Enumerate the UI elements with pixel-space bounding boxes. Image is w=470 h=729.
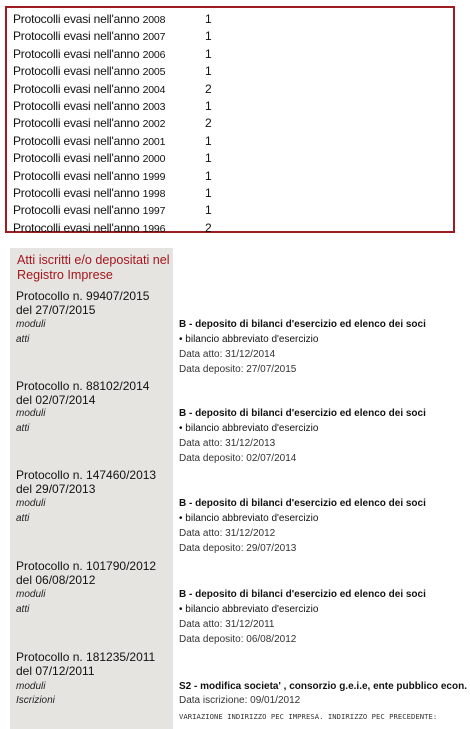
atti-key: atti — [16, 423, 30, 434]
year-value: 1999 — [142, 170, 166, 183]
protocol-number: Protocollo n. 147460/2013 — [16, 468, 157, 482]
data-atto: Data atto: 31/12/2013 — [179, 438, 276, 449]
year-value: 2002 — [142, 118, 166, 131]
atti-key: atti — [16, 334, 30, 345]
data-deposito: Data deposito: 06/08/2012 — [179, 634, 297, 645]
year-row-label: Protocolli evasi nell'anno — [13, 98, 140, 113]
atti-key: atti — [16, 604, 30, 615]
data-atto: Data atto: 31/12/2012 — [179, 528, 276, 539]
year-value: 1997 — [142, 205, 166, 218]
data-deposito: Data deposito: 27/07/2015 — [179, 364, 297, 375]
year-count: 1 — [205, 29, 212, 44]
moduli-value: B - deposito di bilanci d'esercizio ed elenco dei soci — [179, 498, 426, 509]
year-count: 1 — [205, 203, 212, 218]
moduli-value: S2 - modifica societa' , consorzio g.e.i.e, ente pubblico econ. — [179, 681, 467, 692]
data-deposito: Data deposito: 29/07/2013 — [179, 543, 297, 554]
year-row — [7, 46, 453, 63]
atti-key: atti — [16, 513, 30, 524]
year-row-label: Protocolli evasi nell'anno — [13, 168, 140, 183]
iscrizione-note: VARIAZIONE INDIRIZZO PEC IMPRESA. INDIRIZZO PEC PRECEDENTE: — [179, 712, 438, 721]
year-row-label: Protocolli evasi nell'anno — [13, 203, 140, 218]
year-row — [7, 28, 453, 45]
moduli-key: moduli — [16, 319, 46, 330]
protocol-date: del 27/07/2015 — [16, 303, 96, 317]
year-row-label: Protocolli evasi nell'anno — [13, 12, 140, 26]
iscrizioni-key: Iscrizioni — [16, 695, 55, 706]
data-iscrizione: Data iscrizione: 09/01/2012 — [179, 695, 301, 706]
moduli-value: B - deposito di bilanci d'esercizio ed elenco dei soci — [179, 408, 426, 419]
year-count: 2 — [205, 220, 212, 235]
year-count: 1 — [205, 64, 212, 79]
year-row — [7, 220, 453, 237]
year-row-label: Protocolli evasi nell'anno — [13, 220, 140, 235]
year-value: 1998 — [142, 187, 166, 200]
year-row-label: Protocolli evasi nell'anno — [13, 133, 140, 148]
year-value: 2003 — [142, 100, 166, 113]
moduli-key: moduli — [16, 681, 46, 692]
year-count: 1 — [205, 168, 212, 183]
moduli-key: moduli — [16, 498, 46, 509]
year-row-label: Protocolli evasi nell'anno — [13, 81, 140, 96]
protocol-number: Protocollo n. 101790/2012 — [16, 559, 157, 573]
registro-imprese-section — [10, 248, 470, 729]
year-row-label: Protocolli evasi nell'anno — [13, 151, 140, 166]
protocol-date: del 29/07/2013 — [16, 482, 96, 496]
year-row — [7, 202, 453, 219]
year-count: 1 — [205, 46, 212, 61]
atti-value: • bilancio abbreviato d'esercizio — [179, 423, 319, 434]
year-count: 1 — [205, 151, 212, 166]
year-value: 2000 — [142, 153, 166, 166]
atti-value: • bilancio abbreviato d'esercizio — [179, 604, 319, 615]
year-row — [7, 81, 453, 98]
atti-value: • bilancio abbreviato d'esercizio — [179, 513, 319, 524]
data-atto: Data atto: 31/12/2011 — [179, 619, 275, 630]
protocol-date: del 06/08/2012 — [16, 573, 96, 587]
year-value: 2001 — [142, 135, 166, 148]
year-row-label: Protocolli evasi nell'anno — [13, 29, 140, 44]
year-count: 2 — [205, 116, 212, 131]
year-value: 1996 — [142, 222, 166, 235]
data-atto: Data atto: 31/12/2014 — [179, 349, 276, 360]
protocol-number: Protocollo n. 88102/2014 — [16, 379, 150, 393]
year-row — [7, 150, 453, 167]
year-value: 2006 — [142, 48, 166, 61]
year-count: 1 — [205, 98, 212, 113]
year-row-label: Protocolli evasi nell'anno — [13, 46, 140, 61]
moduli-key: moduli — [16, 408, 46, 419]
year-value: 2005 — [142, 66, 166, 79]
year-value: 2004 — [142, 83, 166, 96]
years-summary-box — [5, 6, 455, 233]
protocol-date: del 07/12/2011 — [16, 664, 95, 678]
year-row — [7, 63, 453, 80]
moduli-value: B - deposito di bilanci d'esercizio ed elenco dei soci — [179, 589, 426, 600]
moduli-key: moduli — [16, 589, 46, 600]
year-row — [7, 168, 453, 185]
year-row — [7, 133, 453, 150]
year-count: 1 — [205, 185, 212, 200]
year-count: 1 — [205, 12, 212, 26]
protocol-number: Protocollo n. 99407/2015 — [16, 289, 150, 303]
data-deposito: Data deposito: 02/07/2014 — [179, 453, 297, 464]
year-count: 2 — [205, 81, 212, 96]
year-row — [7, 115, 453, 132]
moduli-value: B - deposito di bilanci d'esercizio ed elenco dei soci — [179, 319, 426, 330]
year-row — [7, 185, 453, 202]
atti-value: • bilancio abbreviato d'esercizio — [179, 334, 319, 345]
year-row-label: Protocolli evasi nell'anno — [13, 116, 140, 131]
year-row — [7, 98, 453, 115]
year-count: 1 — [205, 133, 212, 148]
year-value: 2007 — [142, 31, 166, 44]
protocol-date: del 02/07/2014 — [16, 393, 96, 407]
protocol-number: Protocollo n. 181235/2011 — [16, 650, 156, 664]
section-title: Atti iscritti e/o depositati nel Registro Imprese — [17, 253, 170, 282]
year-row-label: Protocolli evasi nell'anno — [13, 64, 140, 79]
year-value: 2008 — [142, 14, 166, 26]
year-row — [7, 11, 453, 28]
year-row-label: Protocolli evasi nell'anno — [13, 185, 140, 200]
